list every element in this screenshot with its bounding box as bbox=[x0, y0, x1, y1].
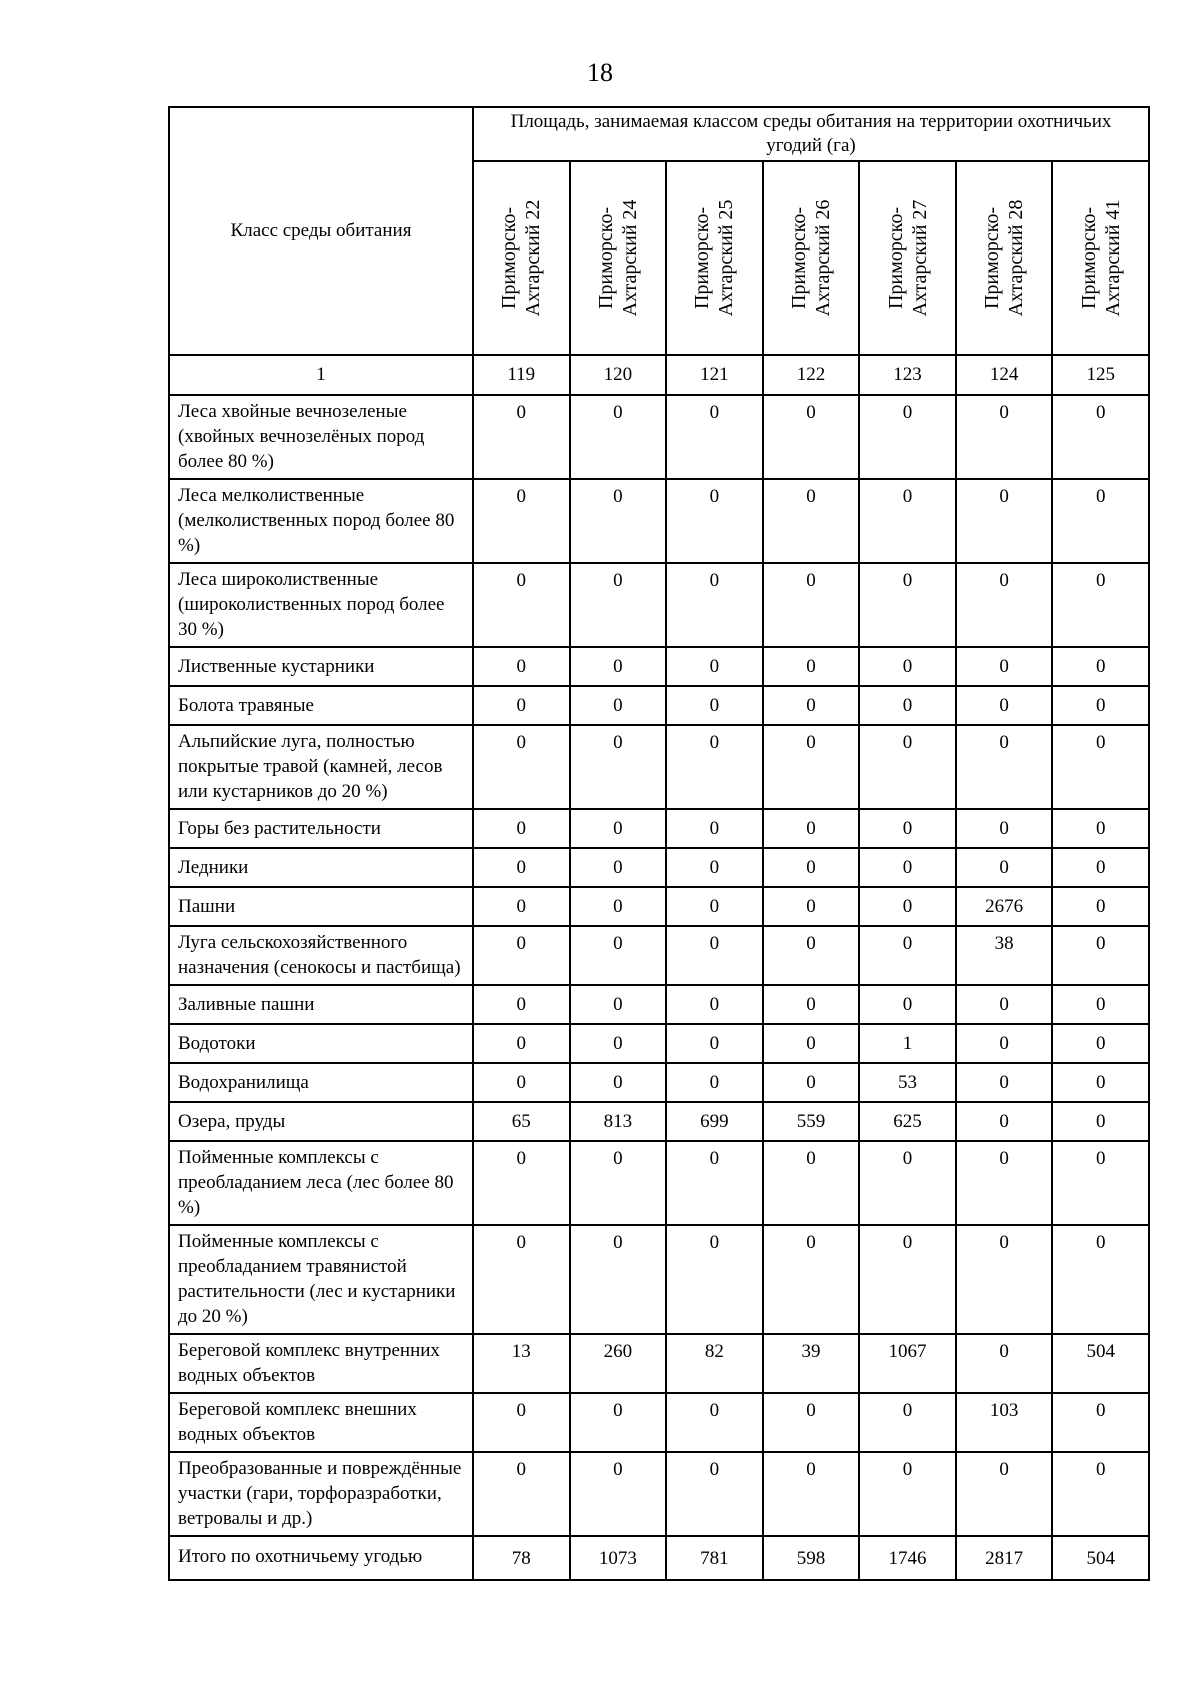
area-value-cell: 0 bbox=[570, 1393, 667, 1452]
table-row bbox=[169, 647, 1149, 686]
table-body bbox=[169, 395, 1149, 1580]
area-value-cell: 0 bbox=[956, 686, 1053, 725]
column-number: 123 bbox=[859, 355, 956, 395]
area-value-cell: 0 bbox=[570, 686, 667, 725]
area-value-cell: 0 bbox=[570, 809, 667, 848]
habitat-class-cell: Преобразованные и повреждённые участки (гари, торфоразработки, ветровалы и др.) bbox=[169, 1452, 473, 1536]
area-value-cell: 0 bbox=[956, 395, 1053, 479]
area-value-cell: 0 bbox=[763, 563, 860, 647]
area-value-cell: 39 bbox=[763, 1334, 860, 1393]
area-value-cell: 0 bbox=[956, 1334, 1053, 1393]
column-number: 124 bbox=[956, 355, 1053, 395]
area-value-cell: 0 bbox=[763, 725, 860, 809]
area-value-cell: 0 bbox=[1052, 1024, 1149, 1063]
area-value-cell: 0 bbox=[1052, 686, 1149, 725]
area-value-cell: 0 bbox=[473, 848, 570, 887]
area-value-cell: 0 bbox=[763, 1063, 860, 1102]
area-value-cell: 0 bbox=[956, 809, 1053, 848]
area-value-cell: 0 bbox=[859, 647, 956, 686]
area-value-cell: 0 bbox=[570, 563, 667, 647]
column-number: 120 bbox=[570, 355, 667, 395]
area-value-cell: 0 bbox=[570, 985, 667, 1024]
area-value-cell: 0 bbox=[1052, 647, 1149, 686]
area-value-cell: 0 bbox=[666, 1141, 763, 1225]
area-value-cell: 0 bbox=[763, 1452, 860, 1536]
habitat-area-table bbox=[168, 106, 1150, 1581]
area-value-cell: 0 bbox=[859, 887, 956, 926]
habitat-class-cell: Горы без растительности bbox=[169, 809, 473, 848]
area-value-cell: 0 bbox=[473, 926, 570, 985]
table-row bbox=[169, 985, 1149, 1024]
area-value-cell: 260 bbox=[570, 1334, 667, 1393]
area-value-cell: 0 bbox=[666, 479, 763, 563]
area-value-cell: 0 bbox=[763, 809, 860, 848]
area-value-cell: 0 bbox=[956, 479, 1053, 563]
total-row bbox=[169, 1536, 1149, 1580]
area-value-cell: 504 bbox=[1052, 1334, 1149, 1393]
area-value-cell: 0 bbox=[1052, 479, 1149, 563]
area-value-cell: 103 bbox=[956, 1393, 1053, 1452]
area-value-cell: 0 bbox=[956, 1141, 1053, 1225]
area-value-cell: 0 bbox=[763, 926, 860, 985]
area-value-cell: 0 bbox=[1052, 563, 1149, 647]
total-value-cell: 781 bbox=[666, 1536, 763, 1580]
total-value-cell: 78 bbox=[473, 1536, 570, 1580]
area-value-cell: 0 bbox=[763, 395, 860, 479]
area-value-cell: 0 bbox=[956, 985, 1053, 1024]
column-number: 119 bbox=[473, 355, 570, 395]
area-value-cell: 0 bbox=[1052, 395, 1149, 479]
total-value-cell: 1073 bbox=[570, 1536, 667, 1580]
area-value-cell: 1067 bbox=[859, 1334, 956, 1393]
area-value-cell: 0 bbox=[1052, 1141, 1149, 1225]
area-value-cell: 813 bbox=[570, 1102, 667, 1141]
column-header bbox=[570, 161, 667, 355]
area-value-cell: 0 bbox=[473, 563, 570, 647]
table-row bbox=[169, 926, 1149, 985]
area-value-cell: 0 bbox=[1052, 1102, 1149, 1141]
area-value-cell: 2676 bbox=[956, 887, 1053, 926]
area-value-cell: 13 bbox=[473, 1334, 570, 1393]
area-value-cell: 0 bbox=[570, 887, 667, 926]
area-value-cell: 0 bbox=[473, 1393, 570, 1452]
area-value-cell: 0 bbox=[570, 1452, 667, 1536]
area-value-cell: 0 bbox=[859, 395, 956, 479]
area-value-cell: 0 bbox=[956, 848, 1053, 887]
habitat-class-cell: Заливные пашни bbox=[169, 985, 473, 1024]
table-row bbox=[169, 1141, 1149, 1225]
column-number: 121 bbox=[666, 355, 763, 395]
area-value-cell: 0 bbox=[1052, 1063, 1149, 1102]
total-value-cell: 1746 bbox=[859, 1536, 956, 1580]
area-value-cell: 0 bbox=[570, 926, 667, 985]
area-group-header: Площадь, занимаемая классом среды обитания на территории охотничьих угодий (га) bbox=[473, 107, 1149, 161]
area-value-cell: 0 bbox=[570, 1225, 667, 1334]
area-value-cell: 0 bbox=[763, 848, 860, 887]
area-value-cell: 559 bbox=[763, 1102, 860, 1141]
area-value-cell: 0 bbox=[859, 1225, 956, 1334]
area-value-cell: 0 bbox=[570, 1063, 667, 1102]
area-value-cell: 699 bbox=[666, 1102, 763, 1141]
table-row bbox=[169, 809, 1149, 848]
area-value-cell: 0 bbox=[859, 1141, 956, 1225]
area-value-cell: 0 bbox=[473, 647, 570, 686]
area-value-cell: 0 bbox=[666, 686, 763, 725]
area-value-cell: 0 bbox=[666, 725, 763, 809]
column-header-label: Приморско-Ахтарский 25 bbox=[691, 199, 738, 317]
table-row bbox=[169, 1024, 1149, 1063]
area-value-cell: 0 bbox=[763, 887, 860, 926]
table-row bbox=[169, 1393, 1149, 1452]
habitat-class-cell: Альпийские луга, полностью покрытые травой (камней, лесов или кустарников до 20 %) bbox=[169, 725, 473, 809]
table-row bbox=[169, 887, 1149, 926]
area-value-cell: 0 bbox=[1052, 1452, 1149, 1536]
habitat-class-cell: Водохранилища bbox=[169, 1063, 473, 1102]
column-header-label: Приморско-Ахтарский 41 bbox=[1077, 199, 1124, 317]
area-value-cell: 0 bbox=[1052, 1393, 1149, 1452]
habitat-class-cell: Береговой комплекс внутренних водных объектов bbox=[169, 1334, 473, 1393]
column-header bbox=[1052, 161, 1149, 355]
area-value-cell: 0 bbox=[473, 1024, 570, 1063]
table-row bbox=[169, 395, 1149, 479]
area-value-cell: 0 bbox=[956, 725, 1053, 809]
column-header-label: Приморско-Ахтарский 28 bbox=[981, 199, 1028, 317]
area-value-cell: 0 bbox=[859, 563, 956, 647]
area-value-cell: 0 bbox=[859, 1393, 956, 1452]
area-value-cell: 0 bbox=[1052, 926, 1149, 985]
area-value-cell: 0 bbox=[570, 848, 667, 887]
habitat-class-cell: Болота травяные bbox=[169, 686, 473, 725]
table-row bbox=[169, 479, 1149, 563]
area-value-cell: 0 bbox=[859, 725, 956, 809]
table-row bbox=[169, 1225, 1149, 1334]
column-header-label: Приморско-Ахтарский 22 bbox=[498, 199, 545, 317]
area-value-cell: 0 bbox=[763, 479, 860, 563]
area-value-cell: 0 bbox=[763, 686, 860, 725]
table-row bbox=[169, 563, 1149, 647]
area-value-cell: 0 bbox=[956, 1063, 1053, 1102]
area-value-cell: 0 bbox=[570, 1024, 667, 1063]
area-value-cell: 0 bbox=[473, 725, 570, 809]
column-header bbox=[859, 161, 956, 355]
area-value-cell: 38 bbox=[956, 926, 1053, 985]
area-value-cell: 0 bbox=[1052, 887, 1149, 926]
column-header-label: Приморско-Ахтарский 26 bbox=[787, 199, 834, 317]
column-header-label: Приморско-Ахтарский 27 bbox=[884, 199, 931, 317]
area-value-cell: 0 bbox=[666, 1225, 763, 1334]
area-value-cell: 53 bbox=[859, 1063, 956, 1102]
area-value-cell: 0 bbox=[956, 563, 1053, 647]
area-value-cell: 0 bbox=[859, 1452, 956, 1536]
area-value-cell: 0 bbox=[763, 1024, 860, 1063]
habitat-class-cell: Пашни bbox=[169, 887, 473, 926]
area-value-cell: 0 bbox=[570, 647, 667, 686]
column-header bbox=[473, 161, 570, 355]
area-value-cell: 0 bbox=[666, 887, 763, 926]
area-value-cell: 65 bbox=[473, 1102, 570, 1141]
habitat-class-cell: Пойменные комплексы с преобладанием леса (лес более 80 %) bbox=[169, 1141, 473, 1225]
area-value-cell: 0 bbox=[570, 479, 667, 563]
area-value-cell: 0 bbox=[666, 395, 763, 479]
habitat-class-cell: Пойменные комплексы с преобладанием травянистой растительности (лес и кустарники до 20 %) bbox=[169, 1225, 473, 1334]
area-value-cell: 0 bbox=[570, 1141, 667, 1225]
column-header bbox=[763, 161, 860, 355]
habitat-class-cell: Леса мелколиственные (мелколиственных пород более 80 %) bbox=[169, 479, 473, 563]
area-value-cell: 0 bbox=[473, 985, 570, 1024]
habitat-class-cell: Леса хвойные вечнозеленые (хвойных вечнозелёных пород более 80 %) bbox=[169, 395, 473, 479]
habitat-class-cell: Ледники bbox=[169, 848, 473, 887]
column-header bbox=[666, 161, 763, 355]
area-value-cell: 0 bbox=[666, 848, 763, 887]
area-value-cell: 0 bbox=[666, 1024, 763, 1063]
total-label-cell: Итого по охотничьему угодью bbox=[169, 1536, 473, 1580]
table-row bbox=[169, 1063, 1149, 1102]
area-value-cell: 0 bbox=[666, 809, 763, 848]
area-value-cell: 0 bbox=[666, 647, 763, 686]
table-row bbox=[169, 686, 1149, 725]
area-value-cell: 0 bbox=[666, 1452, 763, 1536]
area-value-cell: 0 bbox=[956, 1102, 1053, 1141]
table-row bbox=[169, 1452, 1149, 1536]
area-value-cell: 0 bbox=[763, 1225, 860, 1334]
table-row bbox=[169, 1334, 1149, 1393]
column-number: 125 bbox=[1052, 355, 1149, 395]
habitat-class-cell: Береговой комплекс внешних водных объектов bbox=[169, 1393, 473, 1452]
column-header bbox=[956, 161, 1053, 355]
area-value-cell: 1 bbox=[859, 1024, 956, 1063]
area-value-cell: 0 bbox=[859, 809, 956, 848]
area-value-cell: 0 bbox=[1052, 725, 1149, 809]
area-value-cell: 0 bbox=[473, 1063, 570, 1102]
area-value-cell: 0 bbox=[1052, 848, 1149, 887]
table-row bbox=[169, 1102, 1149, 1141]
table-row bbox=[169, 848, 1149, 887]
area-value-cell: 0 bbox=[666, 1393, 763, 1452]
area-value-cell: 0 bbox=[1052, 1225, 1149, 1334]
area-value-cell: 0 bbox=[956, 1452, 1053, 1536]
area-value-cell: 0 bbox=[859, 686, 956, 725]
class-column-header: Класс среды обитания bbox=[169, 107, 473, 355]
area-value-cell: 0 bbox=[763, 647, 860, 686]
total-value-cell: 2817 bbox=[956, 1536, 1053, 1580]
area-value-cell: 0 bbox=[666, 563, 763, 647]
area-value-cell: 0 bbox=[956, 1024, 1053, 1063]
area-value-cell: 0 bbox=[666, 926, 763, 985]
area-value-cell: 0 bbox=[859, 985, 956, 1024]
area-value-cell: 0 bbox=[473, 479, 570, 563]
area-value-cell: 82 bbox=[666, 1334, 763, 1393]
area-value-cell: 0 bbox=[473, 887, 570, 926]
page-number: 18 bbox=[587, 58, 613, 87]
area-value-cell: 0 bbox=[956, 1225, 1053, 1334]
column-number-row bbox=[169, 355, 1149, 395]
habitat-class-cell: Лиственные кустарники bbox=[169, 647, 473, 686]
area-value-cell: 0 bbox=[473, 1452, 570, 1536]
area-value-cell: 0 bbox=[763, 1393, 860, 1452]
area-value-cell: 0 bbox=[473, 1225, 570, 1334]
column-number: 1 bbox=[169, 355, 473, 395]
area-value-cell: 0 bbox=[859, 479, 956, 563]
area-value-cell: 0 bbox=[473, 686, 570, 725]
area-value-cell: 0 bbox=[666, 1063, 763, 1102]
area-value-cell: 0 bbox=[1052, 809, 1149, 848]
total-value-cell: 504 bbox=[1052, 1536, 1149, 1580]
area-value-cell: 0 bbox=[763, 1141, 860, 1225]
area-value-cell: 0 bbox=[763, 985, 860, 1024]
area-value-cell: 0 bbox=[859, 848, 956, 887]
habitat-class-cell: Леса широколиственные (широколиственных пород более 30 %) bbox=[169, 563, 473, 647]
area-value-cell: 0 bbox=[473, 809, 570, 848]
habitat-class-cell: Луга сельскохозяйственного назначения (сенокосы и пастбища) bbox=[169, 926, 473, 985]
habitat-class-cell: Озера, пруды bbox=[169, 1102, 473, 1141]
area-value-cell: 625 bbox=[859, 1102, 956, 1141]
habitat-class-cell: Водотоки bbox=[169, 1024, 473, 1063]
area-value-cell: 0 bbox=[473, 1141, 570, 1225]
table-row bbox=[169, 725, 1149, 809]
column-number: 122 bbox=[763, 355, 860, 395]
area-value-cell: 0 bbox=[666, 985, 763, 1024]
area-value-cell: 0 bbox=[570, 395, 667, 479]
total-value-cell: 598 bbox=[763, 1536, 860, 1580]
area-value-cell: 0 bbox=[570, 725, 667, 809]
area-value-cell: 0 bbox=[956, 647, 1053, 686]
area-value-cell: 0 bbox=[859, 926, 956, 985]
area-value-cell: 0 bbox=[473, 395, 570, 479]
column-header-label: Приморско-Ахтарский 24 bbox=[594, 199, 641, 317]
area-value-cell: 0 bbox=[1052, 985, 1149, 1024]
